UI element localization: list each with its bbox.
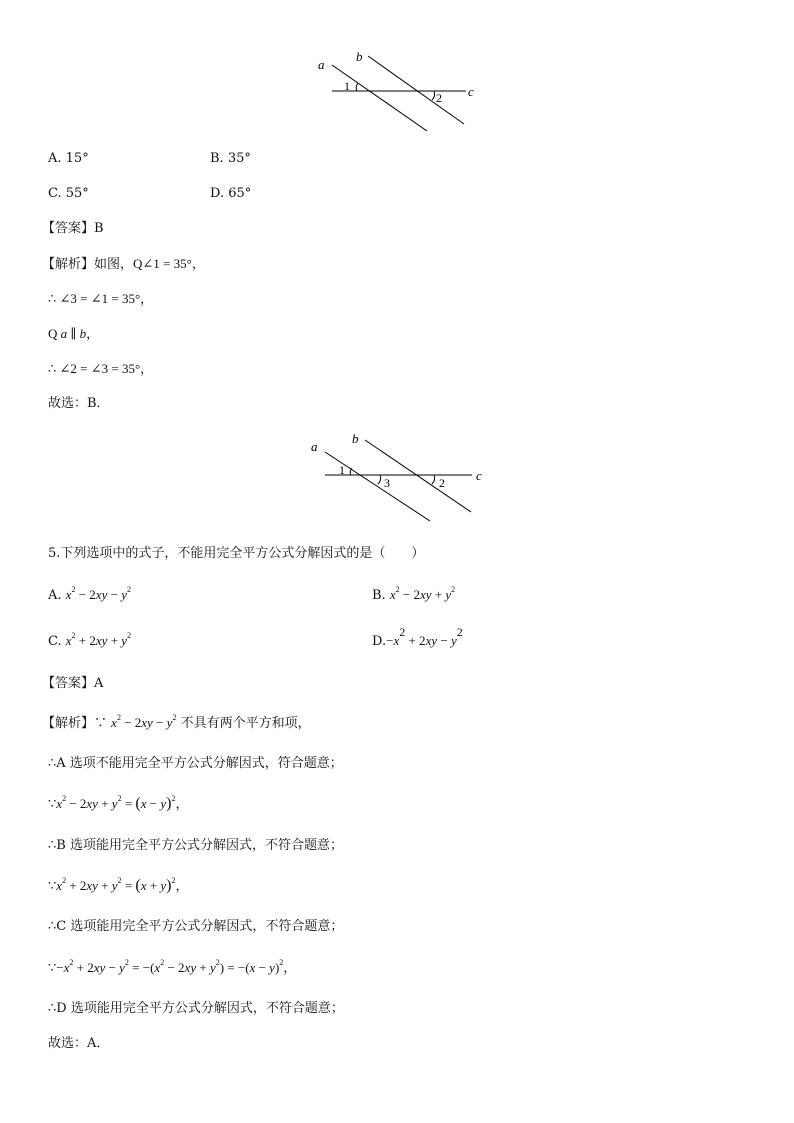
q5-option-a: A. $x^2 - 2xy - y^2$	[48, 585, 131, 603]
q4-step1: Q∠1 = 35°，	[133, 256, 205, 271]
q5-option-c-label: C.	[48, 634, 62, 649]
q4-option-a: A. 15°	[48, 151, 89, 166]
q5-option-c: C. $x^2 + 2xy + y^2$	[48, 631, 132, 649]
label-1: 1	[339, 463, 345, 477]
q5-derivation-c: $\because x^2 + 2xy + y^2 = (x + y)^2$，	[48, 876, 189, 894]
label-1: 1	[344, 79, 350, 93]
q4-answer: 【答案】B	[42, 221, 104, 236]
label-a: a	[318, 57, 325, 72]
q4-step3-q: Q	[48, 326, 58, 341]
q4-step3	[48, 325, 99, 343]
q4-option-c: C. 55°	[48, 186, 89, 201]
q4-step4: ∴ ∠2 = ∠3 = 35°，	[48, 361, 154, 376]
figure-parallel-lines-2	[300, 430, 500, 530]
q5-answer: 【答案】A	[42, 676, 104, 691]
figure-parallel-lines-1	[310, 48, 490, 138]
because-symbol: ∵	[48, 797, 57, 812]
label-3: 3	[384, 476, 390, 490]
q5-conclusion-b: ∴B 选项能用完全平方公式分解因式，不符合题意；	[48, 838, 343, 853]
q5-analysis-prefix: 【解析】∵	[42, 716, 108, 731]
q4-analysis-prefix: 【解析】如图，	[42, 257, 134, 272]
q5-option-b-label: B.	[372, 588, 386, 603]
q5-final: 故选：A．	[48, 1036, 110, 1051]
q5-conclusion-c: ∴C 选项能用完全平方公式分解因式，不符合题意；	[48, 919, 344, 934]
q4-analysis-line1	[42, 255, 205, 274]
q5-question: 5.下列选项中的式子，不能用完全平方公式分解因式的是（ ）	[48, 546, 425, 561]
label-2: 2	[436, 91, 442, 105]
q5-derivation-b: $\because x^2 - 2xy + y^2 = (x - y)^2$，	[48, 794, 189, 812]
because-symbol: ∵	[48, 879, 57, 894]
q5-option-a-label: A.	[48, 588, 62, 603]
label-c: c	[476, 468, 482, 483]
q5-option-d-label: D.	[372, 634, 387, 649]
q5-conclusion-a: ∴A 选项不能用完全平方公式分解因式，符合题意；	[48, 756, 343, 771]
q4-step3-end: ，	[86, 326, 100, 341]
label-c: c	[468, 84, 474, 99]
q5-derivation-d: $\because-x^2 + 2xy - y^2 = -(x^2 - 2xy + y^2) = -(x - y)^2$，	[48, 958, 297, 976]
label-b: b	[352, 431, 359, 446]
label-2: 2	[439, 476, 445, 490]
angle-2-arc	[432, 475, 435, 484]
line-a	[332, 65, 427, 131]
angle-3-arc	[378, 475, 381, 484]
q5-conclusion-d: ∴D 选项能用完全平方公式分解因式，不符合题意；	[48, 1001, 344, 1016]
label-b: b	[356, 49, 363, 64]
q4-step2: ∴ ∠3 = ∠1 = 35°，	[48, 291, 154, 306]
q4-option-d: D. 65°	[210, 186, 252, 201]
angle-1-arc	[356, 83, 358, 91]
q5-option-b: B. $x^2 - 2xy + y^2$	[372, 585, 456, 603]
q5-option-d: $D.-x^2 + 2xy - y^2$	[372, 625, 463, 649]
q4-option-b: B. 35°	[210, 151, 251, 166]
label-a: a	[311, 439, 318, 454]
q4-step3-math: a ∥ b	[60, 326, 87, 341]
q5-analysis-a-text: 不具有两个平方和项，	[180, 716, 311, 731]
line-b	[368, 56, 464, 124]
q5-analysis-line1: 【解析】∵ $x^2 - 2xy - y^2$ 不具有两个平方和项，	[42, 713, 311, 731]
angle-2-arc	[432, 91, 435, 100]
q4-conclusion: 故选：B．	[48, 396, 110, 411]
because-symbol: ∵	[48, 961, 57, 976]
line-b	[365, 440, 471, 512]
